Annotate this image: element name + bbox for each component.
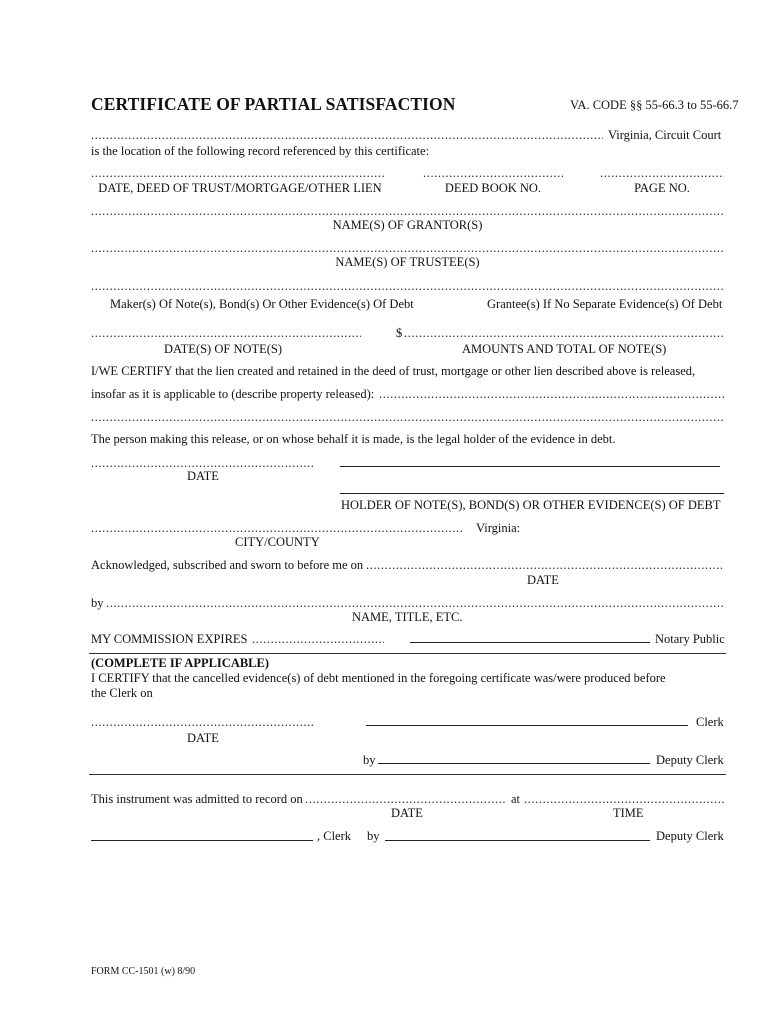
recording-deputy-label: Deputy Clerk bbox=[656, 829, 724, 843]
holder-label: HOLDER OF NOTE(S), BOND(S) OR OTHER EVIDENCE(S) OF DEBT bbox=[341, 498, 721, 512]
clerk-certify-line2: the Clerk on bbox=[91, 686, 153, 700]
by-label: by bbox=[91, 596, 104, 610]
section-divider-1 bbox=[89, 653, 726, 654]
acknowledged-date-field[interactable] bbox=[366, 558, 724, 573]
virginia-label: Virginia: bbox=[476, 521, 521, 535]
name-title-field[interactable] bbox=[106, 596, 724, 611]
dollar-sign: $ bbox=[396, 326, 403, 340]
makers-field[interactable] bbox=[91, 279, 724, 294]
recording-by-label: by bbox=[367, 829, 380, 843]
form-title: CERTIFICATE OF PARTIAL SATISFACTION bbox=[91, 94, 456, 114]
clerk-signature-line[interactable] bbox=[366, 725, 688, 726]
notary-signature-line[interactable] bbox=[410, 642, 650, 643]
clerk-label: Clerk bbox=[696, 715, 724, 729]
grantors-field[interactable] bbox=[91, 204, 724, 219]
page-no-field[interactable] bbox=[600, 166, 724, 181]
name-title-label: NAME, TITLE, ETC. bbox=[352, 610, 463, 624]
note-amounts-label: AMOUNTS AND TOTAL OF NOTE(S) bbox=[462, 342, 667, 356]
trustees-label: NAME(S) OF TRUSTEE(S) bbox=[335, 255, 480, 269]
signature-line-1[interactable] bbox=[340, 466, 720, 467]
grantees-label: Grantee(s) If No Separate Evidence(s) Of Debt bbox=[487, 297, 723, 311]
complete-if-applicable-heading: (COMPLETE IF APPLICABLE) bbox=[91, 656, 270, 670]
deputy-clerk-signature-line[interactable] bbox=[378, 763, 650, 764]
commission-label: MY COMMISSION EXPIRES bbox=[91, 632, 248, 646]
notary-public-label: Notary Public bbox=[655, 632, 725, 646]
note-amounts-field[interactable] bbox=[404, 326, 724, 341]
certify-text-line1: I/WE CERTIFY that the lien created and retained in the deed of trust, mortgage or other lien described above is released, bbox=[91, 364, 696, 378]
deed-date-field[interactable] bbox=[91, 166, 385, 181]
holder-statement: The person making this release, or on whose behalf it is made, is the legal holder of the evidence in debt. bbox=[91, 432, 616, 446]
property-released-field-2[interactable] bbox=[91, 410, 724, 425]
admitted-at-label: at bbox=[511, 792, 521, 806]
recording-deputy-line[interactable] bbox=[385, 840, 650, 841]
clerk-certify-line1: I CERTIFY that the cancelled evidence(s) of debt mentioned in the foregoing certificate was/were produced before bbox=[91, 671, 666, 685]
grantors-label: NAME(S) OF GRANTOR(S) bbox=[332, 218, 483, 232]
clerk-date-label: DATE bbox=[187, 731, 219, 745]
circuit-court-label: Virginia, Circuit Court bbox=[608, 128, 722, 142]
admitted-time-field[interactable] bbox=[524, 792, 724, 807]
recording-clerk-label: , Clerk bbox=[317, 829, 352, 843]
property-released-field[interactable] bbox=[379, 387, 724, 402]
deed-book-label: DEED BOOK NO. bbox=[444, 181, 542, 195]
trustees-field[interactable] bbox=[91, 241, 724, 256]
admitted-time-label: TIME bbox=[613, 806, 644, 820]
page-no-label: PAGE NO. bbox=[634, 181, 690, 195]
admitted-date-field[interactable] bbox=[305, 792, 507, 807]
acknowledged-date-label: DATE bbox=[527, 573, 559, 587]
release-date-label: DATE bbox=[187, 469, 219, 483]
circuit-court-field[interactable] bbox=[91, 128, 603, 143]
recording-clerk-line[interactable] bbox=[91, 840, 313, 841]
clerk-date-field[interactable] bbox=[91, 715, 315, 730]
location-note: is the location of the following record referenced by this certificate: bbox=[91, 144, 430, 158]
section-divider-2 bbox=[89, 774, 726, 775]
deputy-clerk-label: Deputy Clerk bbox=[656, 753, 724, 767]
acknowledged-text: Acknowledged, subscribed and sworn to before me on bbox=[91, 558, 364, 572]
commission-expires-field[interactable] bbox=[252, 632, 384, 647]
deputy-by-label: by bbox=[363, 753, 376, 767]
deed-date-label: DATE, DEED OF TRUST/MORTGAGE/OTHER LIEN bbox=[98, 181, 382, 195]
admitted-text: This instrument was admitted to record on bbox=[91, 792, 303, 806]
note-dates-label: DATE(S) OF NOTE(S) bbox=[164, 342, 283, 356]
note-dates-field[interactable] bbox=[91, 326, 361, 341]
deed-book-field[interactable] bbox=[423, 166, 563, 181]
makers-label: Maker(s) Of Note(s), Bond(s) Or Other Evidence(s) Of Debt bbox=[110, 297, 414, 311]
signature-line-2[interactable] bbox=[340, 493, 724, 494]
certify-text-line2: insofar as it is applicable to (describe property released): bbox=[91, 387, 375, 401]
city-county-field[interactable] bbox=[91, 521, 463, 536]
va-code-reference: VA. CODE §§ 55-66.3 to 55-66.7 bbox=[570, 98, 739, 112]
city-county-label: CITY/COUNTY bbox=[235, 535, 320, 549]
admitted-date-label: DATE bbox=[391, 806, 423, 820]
form-number: FORM CC-1501 (w) 8/90 bbox=[91, 966, 196, 977]
